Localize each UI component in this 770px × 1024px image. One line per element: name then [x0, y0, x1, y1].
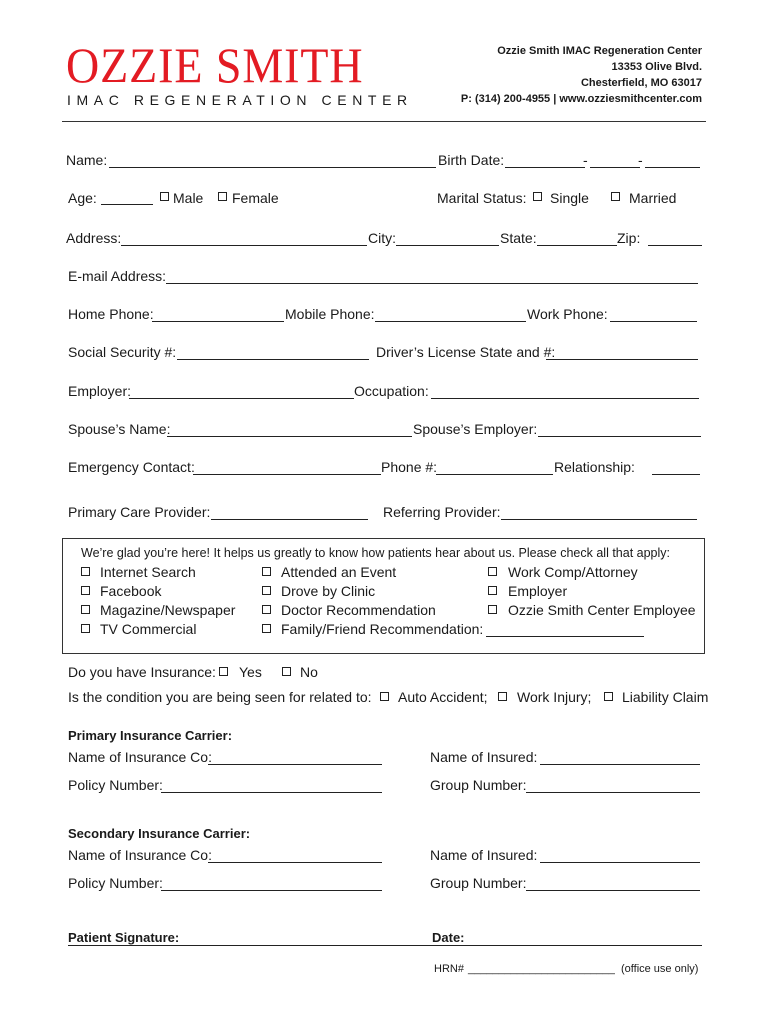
emergency-contact-field[interactable] [193, 474, 381, 475]
ssn-label: Social Security #: [68, 344, 177, 360]
birth-day-field[interactable] [590, 167, 640, 168]
state-field[interactable] [537, 245, 617, 246]
spouse-name-label: Spouse’s Name: [68, 421, 171, 437]
drivers-license-label: Driver’s License State and #: [376, 344, 556, 360]
date-label: Date: [432, 930, 465, 945]
zip-field[interactable] [648, 245, 702, 246]
drivers-license-field[interactable] [546, 359, 698, 360]
primary-insured-field[interactable] [540, 764, 700, 765]
zip-label: Zip: [617, 230, 641, 246]
spouse-employer-label: Spouse’s Employer: [413, 421, 538, 437]
secondary-policy-label: Policy Number: [68, 875, 163, 891]
employer-label: Employer: [68, 383, 132, 399]
mobile-phone-field[interactable] [375, 321, 526, 322]
primary-care-provider-field[interactable] [211, 519, 368, 520]
employer-field[interactable] [129, 398, 354, 399]
home-phone-label: Home Phone: [68, 306, 154, 322]
relationship-label: Relationship: [554, 459, 635, 475]
tv-commercial-label: TV Commercial [100, 621, 197, 637]
magazine-newspaper-label: Magazine/Newspaper [100, 602, 236, 618]
emergency-phone-label: Phone #: [381, 459, 438, 475]
state-label: State: [500, 230, 537, 246]
work-injury-label: Work Injury; [517, 689, 592, 705]
referring-provider-field[interactable] [501, 519, 697, 520]
patient-signature-label: Patient Signature: [68, 930, 180, 945]
secondary-insured-field[interactable] [540, 862, 700, 863]
insurance-no-checkbox[interactable] [282, 667, 291, 676]
attended-event-checkbox[interactable] [262, 567, 271, 576]
center-city-state: Chesterfield, MO 63017 [580, 77, 702, 89]
birth-sep-2: - [638, 152, 643, 168]
secondary-company-field[interactable] [208, 862, 382, 863]
emergency-contact-label: Emergency Contact: [68, 459, 195, 475]
hrn-field[interactable]: ________________________ [468, 963, 615, 975]
work-comp-attorney-label: Work Comp/Attorney [508, 564, 638, 580]
work-phone-field[interactable] [610, 321, 697, 322]
logo-main-text: OZZIE SMITH [66, 37, 364, 93]
spouse-name-field[interactable] [167, 436, 412, 437]
have-insurance-label: Do you have Insurance: [68, 664, 216, 680]
address-label: Address: [66, 230, 122, 246]
email-label: E-mail Address: [68, 268, 167, 284]
employer-referral-checkbox[interactable] [488, 586, 497, 595]
facebook-label: Facebook [100, 583, 162, 599]
work-comp-attorney-checkbox[interactable] [488, 567, 497, 576]
name-field[interactable] [109, 167, 436, 168]
primary-company-label: Name of Insurance Co: [68, 749, 212, 765]
hrn-label: HRN# [434, 963, 464, 975]
ssn-field[interactable] [177, 359, 369, 360]
birth-year-field[interactable] [645, 167, 700, 168]
occupation-label: Occupation: [354, 383, 429, 399]
single-checkbox[interactable] [533, 192, 542, 201]
referral-intro: We’re glad you’re here! It helps us greatly to know how patients hear about us. Please check all that apply: [81, 546, 670, 560]
logo-sub-text: IMAC REGENERATION CENTER [67, 92, 413, 108]
secondary-group-field[interactable] [526, 890, 700, 891]
tv-commercial-checkbox[interactable] [81, 624, 90, 633]
primary-group-field[interactable] [526, 792, 700, 793]
header-divider [62, 121, 706, 122]
address-field[interactable] [121, 245, 367, 246]
insurance-yes-checkbox[interactable] [219, 667, 228, 676]
auto-accident-checkbox[interactable] [380, 692, 389, 701]
single-label: Single [550, 190, 589, 206]
secondary-policy-field[interactable] [161, 890, 382, 891]
family-friend-checkbox[interactable] [262, 624, 271, 633]
female-label: Female [232, 190, 279, 206]
center-name: Ozzie Smith IMAC Regeneration Center [497, 45, 702, 57]
occupation-field[interactable] [431, 398, 699, 399]
internet-search-label: Internet Search [100, 564, 196, 580]
secondary-company-label: Name of Insurance Co: [68, 847, 212, 863]
birth-sep-1: - [583, 152, 588, 168]
doctor-recommendation-checkbox[interactable] [262, 605, 271, 614]
primary-group-label: Group Number: [430, 777, 527, 793]
primary-policy-field[interactable] [161, 792, 382, 793]
insurance-no-label: No [300, 664, 318, 680]
married-label: Married [629, 190, 677, 206]
condition-related-label: Is the condition you are being seen for related to: [68, 689, 372, 705]
male-label: Male [173, 190, 204, 206]
secondary-insured-label: Name of Insured: [430, 847, 538, 863]
center-employee-label: Ozzie Smith Center Employee [508, 602, 696, 618]
center-employee-checkbox[interactable] [488, 605, 497, 614]
facebook-checkbox[interactable] [81, 586, 90, 595]
center-contact: P: (314) 200-4955 | www.ozziesmithcenter.com [460, 93, 702, 105]
family-friend-name-field[interactable] [486, 636, 644, 637]
liability-claim-label: Liability Claim [622, 689, 709, 705]
patient-signature-field[interactable] [68, 945, 702, 946]
family-friend-label: Family/Friend Recommendation: [281, 621, 484, 637]
drove-by-clinic-label: Drove by Clinic [281, 583, 376, 599]
primary-care-provider-label: Primary Care Provider: [68, 504, 211, 520]
spouse-employer-field[interactable] [538, 436, 701, 437]
primary-company-field[interactable] [208, 764, 382, 765]
mobile-phone-label: Mobile Phone: [285, 306, 375, 322]
employer-referral-label: Employer [508, 583, 568, 599]
primary-policy-label: Policy Number: [68, 777, 163, 793]
male-checkbox[interactable] [160, 192, 169, 201]
home-phone-field[interactable] [152, 321, 284, 322]
internet-search-checkbox[interactable] [81, 567, 90, 576]
drove-by-clinic-checkbox[interactable] [262, 586, 271, 595]
birth-month-field[interactable] [505, 167, 585, 168]
center-street: 13353 Olive Blvd. [611, 61, 702, 73]
auto-accident-label: Auto Accident; [398, 689, 488, 705]
city-label: City: [368, 230, 396, 246]
primary-insured-label: Name of Insured: [430, 749, 538, 765]
marital-status-label: Marital Status: [437, 190, 527, 206]
emergency-phone-field[interactable] [436, 474, 553, 475]
birth-date-label: Birth Date: [438, 152, 505, 168]
female-checkbox[interactable] [218, 192, 227, 201]
relationship-field[interactable] [652, 474, 700, 475]
city-field[interactable] [396, 245, 499, 246]
secondary-insurance-heading: Secondary Insurance Carrier: [68, 826, 251, 841]
liability-claim-checkbox[interactable] [604, 692, 613, 701]
work-phone-label: Work Phone: [527, 306, 608, 322]
doctor-recommendation-label: Doctor Recommendation [281, 602, 436, 618]
email-field[interactable] [166, 283, 698, 284]
attended-event-label: Attended an Event [281, 564, 397, 580]
referring-provider-label: Referring Provider: [383, 504, 501, 520]
name-label: Name: [66, 152, 108, 168]
married-checkbox[interactable] [611, 192, 620, 201]
secondary-group-label: Group Number: [430, 875, 527, 891]
insurance-yes-label: Yes [239, 664, 262, 680]
office-use-note: (office use only) [621, 963, 699, 975]
primary-insurance-heading: Primary Insurance Carrier: [68, 728, 233, 743]
work-injury-checkbox[interactable] [498, 692, 507, 701]
age-field[interactable] [101, 204, 153, 205]
age-label: Age: [68, 190, 97, 206]
magazine-newspaper-checkbox[interactable] [81, 605, 90, 614]
